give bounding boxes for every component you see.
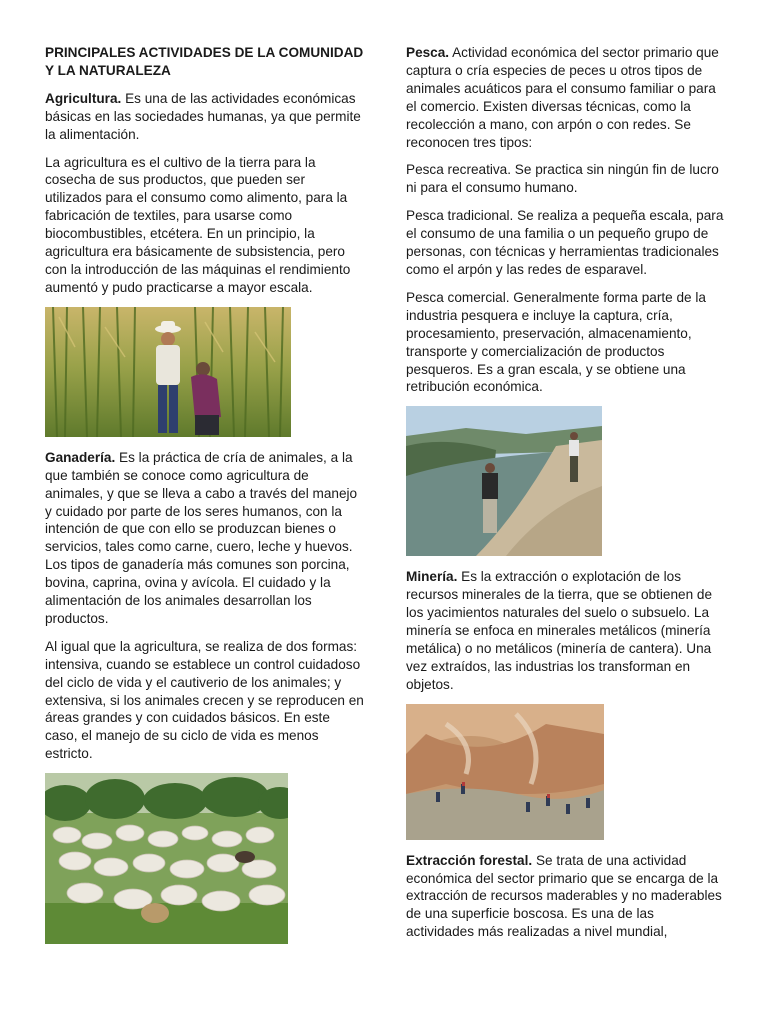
forestal-text: Se trata de una actividad económica del sector primario que se encarga de la extracción de recursos maderables y no maderables de una superficie boscosa. Es una de las actividades más realizadas a nivel mundial, xyxy=(406,852,722,940)
mineria-term: Minería. xyxy=(406,569,458,585)
left-column xyxy=(45,44,365,956)
forestal-term: Extracción forestal. xyxy=(406,852,533,868)
agricultura-intro-paragraph xyxy=(45,90,365,144)
forestal-paragraph xyxy=(406,852,724,942)
right-column xyxy=(406,44,724,951)
ganaderia-term: Ganadería. xyxy=(45,449,116,465)
pesca-tradicional-paragraph: Pesca tradicional. Se realiza a pequeña escala, para el consumo de una familia o un pequeño grupo de personas, con técnicas y herramientas tradicionales como el arpón y las redes de esparavel. xyxy=(406,208,724,277)
pesca-paragraph xyxy=(406,44,724,151)
agricultura-term: Agricultura. xyxy=(45,90,122,106)
agricultura-intro-text: Es una de las actividades económicas básicas en las sociedades humanas, ya que permite la alimentación. xyxy=(45,90,361,142)
ganaderia-forms-paragraph: Al igual que la agricultura, se realiza de dos formas: intensiva, cuando se establece un control cuidadoso del ciclo de vida y el cautiverio de los animales; y extensiva, si los animales crecen y se reproducen en áreas grandes y con cuidados básicos. En este caso, el manejo de su ciclo de vida es menos estricto. xyxy=(45,638,364,762)
ganaderia-paragraph xyxy=(45,449,365,628)
document-title: PRINCIPALES ACTIVIDADES DE LA COMUNIDAD Y LA NATURALEZA xyxy=(45,45,364,78)
ganaderia-text: Es la práctica de cría de animales, a la que también se conoce como agricultura de animales, y que se lleva a cabo a través del manejo y cuidado por parte de los seres humanos, con la intención de que con ello se produzcan bienes o servicios, tales como carne, cuero, leche y huevos. Los tipos de ganadería más comunes son porcina, bovina, caprina, ovina y avícola. El cuidado y la alimentación de los animales desarrollan los productos. xyxy=(45,449,358,626)
mineria-text: Es la extracción o explotación de los recursos minerales de la tierra, que se obtienen de los yacimientos naturales del suelo o subsuelo. La minería se enfoca en minerales metálicos (minería metálica) o no metálicos (minería de cantera). Una vez extraídos, las industrias los transforman en objetos. xyxy=(406,569,713,692)
corn-field-photo xyxy=(45,307,291,437)
pesca-comercial-paragraph: Pesca comercial. Generalmente forma parte de la industria pesquera e incluye la captura, cría, procesamiento, preservación, almacenamiento, transporte y comercialización de productos pesqueros. Es a gran escala, y se obtiene una retribución económica. xyxy=(406,289,706,395)
mining-photo xyxy=(406,704,604,840)
agricultura-paragraph: La agricultura es el cultivo de la tierra para la cosecha de sus productos, que pueden ser utilizados para el consumo como alimento, para la fabricación de textiles, para usarse como biocombustibles, etcétera. En un principio, la agricultura era básicamente de subsistencia, pero con la introducción de las máquinas el rendimiento aumentó y pudo practicarse a mayor escala. xyxy=(45,154,351,295)
river-fishing-photo xyxy=(406,406,602,556)
pesca-term: Pesca. xyxy=(406,45,450,60)
pesca-recreativa-paragraph: Pesca recreativa. Se practica sin ningún fin de lucro ni para el consumo humano. xyxy=(406,162,719,196)
pesca-text: Actividad económica del sector primario que captura o cría especies de peces u otros tipos de animales acuáticos para el consumo familiar o para el comercio. Existen diversas técnicas, como la recolección a mano, con arpón o con redes. Se reconocen tres tipos: xyxy=(406,45,719,150)
mineria-paragraph xyxy=(406,568,724,693)
cattle-photo xyxy=(45,773,288,944)
